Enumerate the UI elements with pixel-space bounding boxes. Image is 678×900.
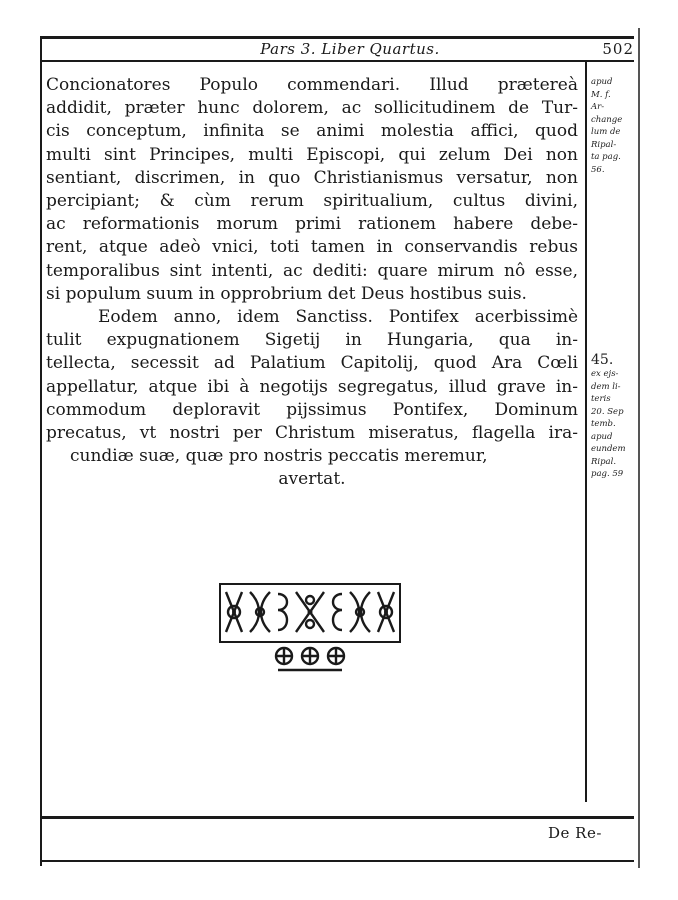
text-line: temporalibus sint intenti, ac dediti: quare mirum nô esse, [46,260,578,281]
running-head: Pars 3. Liber Quartus. [260,40,440,58]
text-line: Eodem anno, idem Sanctiss. Pontifex acerbissimè [98,307,578,328]
right-border-rule [638,28,640,868]
text-line: precatus, vt nostri per Christum miseratus, flagella ira- [46,423,578,444]
text-line: sentiant, discrimen, in quo Christianismus versatur, non [46,167,578,188]
text-line: rent, atque adeò vnici, toti tamen in conservandis rebus [46,237,578,258]
body-text [46,74,578,492]
margin-column-rule [585,62,587,802]
margin-note-1: apud M. f. Ar- change lum de Ripal- ta pag. 56. [591,77,623,175]
catchword: De Re- [548,824,602,842]
page-number: 502 [602,40,634,58]
margin-note-number: 45. [591,352,614,368]
text-line: commodum deploravit pijssimus Pontifex, Dominum [46,399,578,420]
text-line: cundiæ suæ, quæ pro nostris peccatis meremur, [70,446,488,467]
footer-rule-top [40,816,634,819]
footer-rule-bottom [40,860,634,862]
text-line: percipiant; & cùm rerum spiritualium, cultus divini, [46,191,578,212]
left-border-rule [40,36,42,866]
text-line: appellatur, atque ibi à negotijs segregatus, illud grave in- [46,376,578,397]
text-line: tellecta, secessit ad Palatium Capitolij, quod Ara Cœli [46,353,578,374]
text-line: tulit expugnationem Sigetij in Hungaria, qua in- [46,330,578,351]
header-rule-top [40,36,634,39]
text-line: cis conceptum, infinita se animi molestia affici, quod [46,121,578,142]
header-rule-bottom [40,60,634,62]
text-line: addidit, præter hunc dolorem, ac sollicitudinem de Tur- [46,98,578,119]
text-line: si populum suum in opprobrium det Deus hostibus suis. [46,283,527,304]
text-line: Concionatores Populo commendari. Illud prætereà [46,75,578,95]
margin-note-2: 45. ex ejs- dem li- teris 20. Sep temb. apud eundem Ripal. pag. 59 [591,352,637,481]
text-line: ac reformationis morum primi rationem habere debe- [46,214,578,235]
printers-ornament-icon [218,582,402,678]
text-line: avertat. [278,469,346,490]
text-line: multi sint Principes, multi Episcopi, qui zelum Dei non [46,144,578,165]
